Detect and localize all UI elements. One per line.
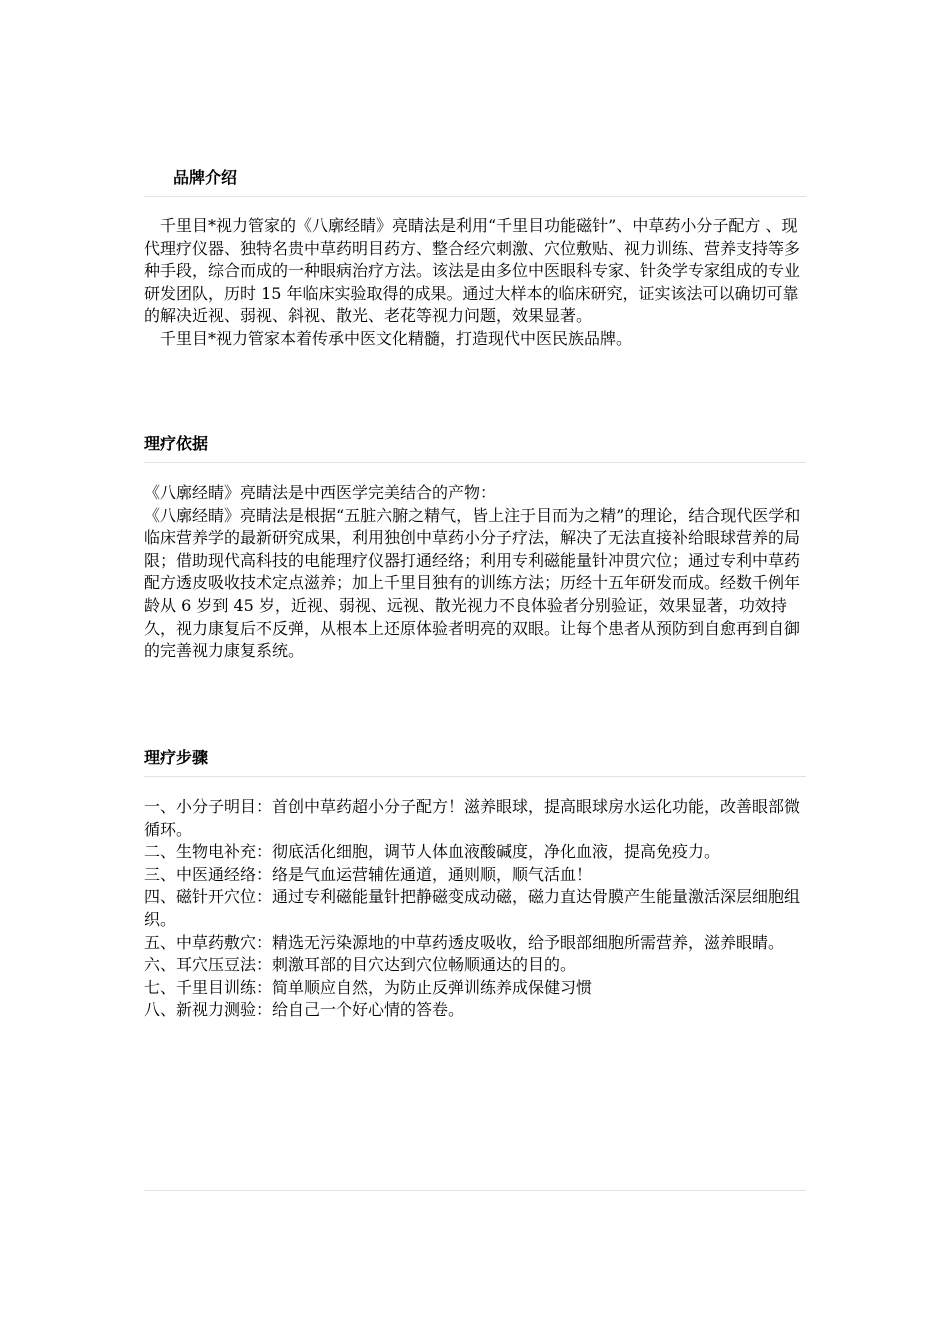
step-item-7: 七、千里目训练：简单顺应自然，为防止反弹训练养成保健习惯 — [144, 977, 593, 997]
section-title-steps — [144, 748, 806, 777]
section-title-basis — [144, 434, 806, 463]
basis-paragraph: 《八廓经睛》亮睛法是根据“五脏六腑之精气，皆上注于目而为之精”的理论，结合现代医学和临床营养学的最新研究成果，利用独创中草药小分子疗法，解决了无法直接补给眼球营养的局限；借助现代高科技的电能理疗仪器打通经络；利用专利磁能量针冲贯穴位；通过专利中草药配方透皮吸收技术定点滋养；加上千里目独有的训练方法；历经十五年研发而成。经数千例年龄从 6 岁到 45 岁，近视、弱视、远视、散光视力不良体验者分别验证，效果显著，功效持久，视力康复后不反弹，从根本上还原体验者明亮的双眼。让每个患者从预防到自愈再到自御的完善视力康复系统。 — [144, 505, 801, 661]
step-item-3: 三、中医通经络：络是气血运营辅佐通道，通则顺，顺气活血！ — [144, 864, 593, 884]
section-steps — [144, 748, 806, 1022]
basis-title-text: 理疗依据 — [144, 434, 209, 453]
section-basis — [144, 434, 806, 663]
steps-title-text: 理疗步骤 — [144, 748, 209, 767]
basis-intro: 《八廓经睛》亮睛法是中西医学完美结合的产物： — [144, 483, 497, 502]
step-item-5: 五、中草药敷穴：精选无污染源地的中草药透皮吸收，给予眼部细胞所需营养，滋养眼睛。 — [144, 932, 785, 952]
step-item-2: 二、生物电补充：彻底活化细胞，调节人体血液酸碱度，净化血液，提高免疫力。 — [144, 842, 721, 862]
brand-body — [144, 215, 806, 351]
step-item-8: 八、新视力测验：给自己一个好心情的答卷。 — [144, 1000, 465, 1020]
section-title-brand — [144, 168, 806, 197]
brand-paragraph-1: 千里目*视力管家的《八廓经睛》亮睛法是利用“千里目功能磁针”、中草药小分子配方 、现代理疗仪器、独特名贵中草药明目药方、整合经穴刺激、穴位敷贴、视力训练、营养支持等多种手段，综合而成的一种眼病治疗方法。该法是由多位中医眼科专家、针灸学专家组成的专业研发团队，历时 15 年临床实验取得的成果。通过大样本的临床研究，证实该法可以确切可靠的解决近视、弱视、斜视、散光、老花等视力问题，效果显著。 — [144, 216, 801, 326]
footer-divider — [144, 1190, 806, 1191]
brand-paragraph-2: 千里目*视力管家本着传承中医文化精髓，打造现代中医民族品牌。 — [160, 328, 633, 348]
section-brand — [144, 168, 806, 351]
basis-body — [144, 482, 806, 663]
brand-title-text: 品牌介绍 — [173, 168, 238, 187]
step-item-6: 六、耳穴压豆法：刺激耳部的目穴达到穴位畅顺通达的目的。 — [144, 955, 577, 975]
step-item-1: 一、小分子明目：首创中草药超小分子配方！滋养眼球，提高眼球房水运化功能，改善眼部微循环。 — [144, 797, 801, 839]
step-item-4: 四、磁针开穴位：通过专利磁能量针把静磁变成动磁，磁力直达骨膜产生能量激活深层细胞组织。 — [144, 887, 801, 929]
steps-list — [144, 796, 806, 1022]
